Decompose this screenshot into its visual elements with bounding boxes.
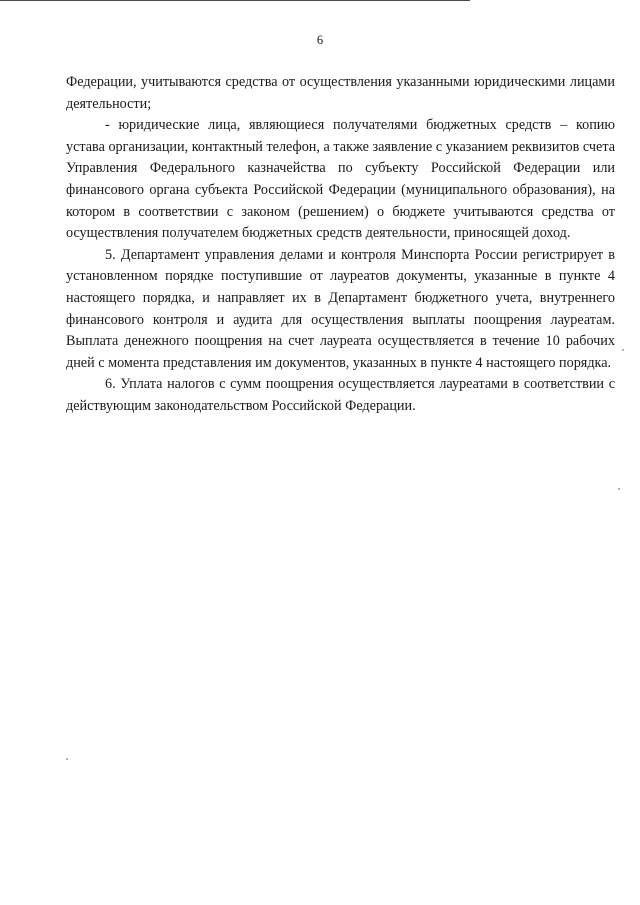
scan-speck bbox=[622, 349, 624, 351]
paragraph-continuation: Федерации, учитываются средства от осуществления указанными юридическими лицами деятельности; bbox=[66, 74, 615, 112]
paragraph-item-5: 5. Департамент управления делами и контроля Минспорта России регистрирует в установленном порядке поступившие от лауреатов документы, указанные в пункте 4 настоящего порядка, и направляет их в Департамент бюджетного учета, внутреннего финансового контроля и аудита для осуществления выплаты поощрения лауреатам. Выплата денежного поощрения на счет лауреата осуществляется в течение 10 рабочих дней с момента представления им документов, указанных в пункте 4 настоящего порядка. bbox=[66, 246, 615, 371]
document-body bbox=[66, 72, 615, 418]
paragraph-legal-entities: - юридические лица, являющиеся получателями бюджетных средств – копию устава организации, контактный телефон, а также заявление с указанием реквизитов счета Управления Федерального казначейства по субъекту Российской Федерации или финансового органа субъекта Российской Федерации (муниципального образования), на котором в соответствии с законом (решением) о бюджете учитываются средства от осуществления получателем бюджетных средств деятельности, приносящей доход. bbox=[66, 117, 615, 242]
scan-speck bbox=[66, 758, 68, 760]
scan-speck bbox=[618, 488, 620, 490]
paragraph-item-6: 6. Уплата налогов с сумм поощрения осуществляется лауреатами в соответствии с действующим законодательством Российской Федерации. bbox=[66, 376, 615, 414]
scan-top-edge bbox=[0, 0, 470, 1]
page-number: 6 bbox=[316, 33, 324, 47]
